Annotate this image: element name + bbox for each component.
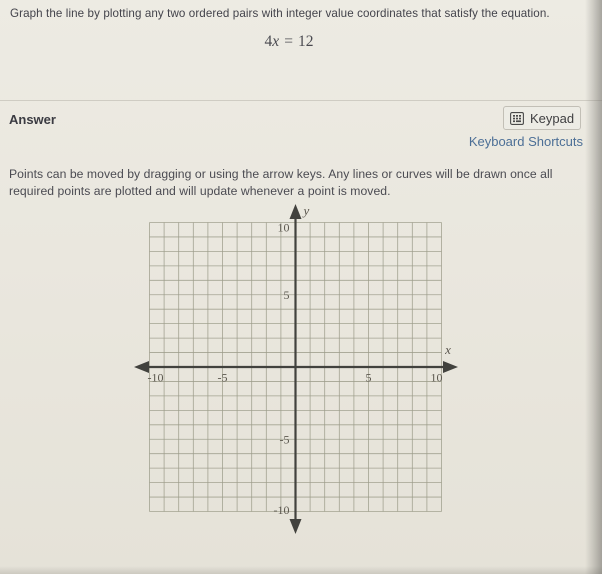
answer-heading: Answer — [9, 112, 56, 127]
keypad-icon — [510, 112, 524, 125]
instructions-text — [9, 166, 553, 200]
svg-text:10: 10 — [430, 370, 443, 385]
graph-board[interactable] — [132, 201, 460, 537]
instructions-line-1: Points can be moved by dragging or using the arrow keys. Any lines or curves will be drawn once all — [9, 167, 553, 181]
keypad-button-label: Keypad — [529, 110, 575, 126]
svg-text:y: y — [303, 203, 310, 218]
equation-value: 12 — [297, 33, 314, 50]
svg-text:-10: -10 — [147, 370, 164, 385]
equation-coefficient: 4 — [264, 33, 273, 50]
question-text: Graph the line by plotting any two ordered pairs with integer value coordinates that satisfy the equation. — [10, 7, 550, 20]
keypad-button[interactable] — [503, 106, 581, 130]
right-edge-shade — [585, 0, 602, 574]
svg-text:5: 5 — [283, 287, 290, 302]
equation-equals-sign: = — [284, 33, 293, 50]
equation — [0, 33, 578, 51]
keyboard-shortcuts-link[interactable]: Keyboard Shortcuts — [468, 134, 583, 149]
bottom-edge-shade — [0, 566, 602, 574]
svg-text:-5: -5 — [217, 370, 228, 385]
svg-text:-10: -10 — [273, 503, 290, 517]
svg-text:x: x — [445, 342, 451, 357]
svg-text:-5: -5 — [279, 432, 290, 447]
svg-text:5: 5 — [365, 370, 372, 385]
section-divider — [0, 100, 602, 101]
instructions-line-2: required points are plotted and will update whenever a point is moved. — [9, 184, 391, 198]
svg-text:10: 10 — [277, 220, 290, 235]
equation-variable: x — [272, 33, 280, 50]
coordinate-plane-svg — [132, 201, 460, 537]
